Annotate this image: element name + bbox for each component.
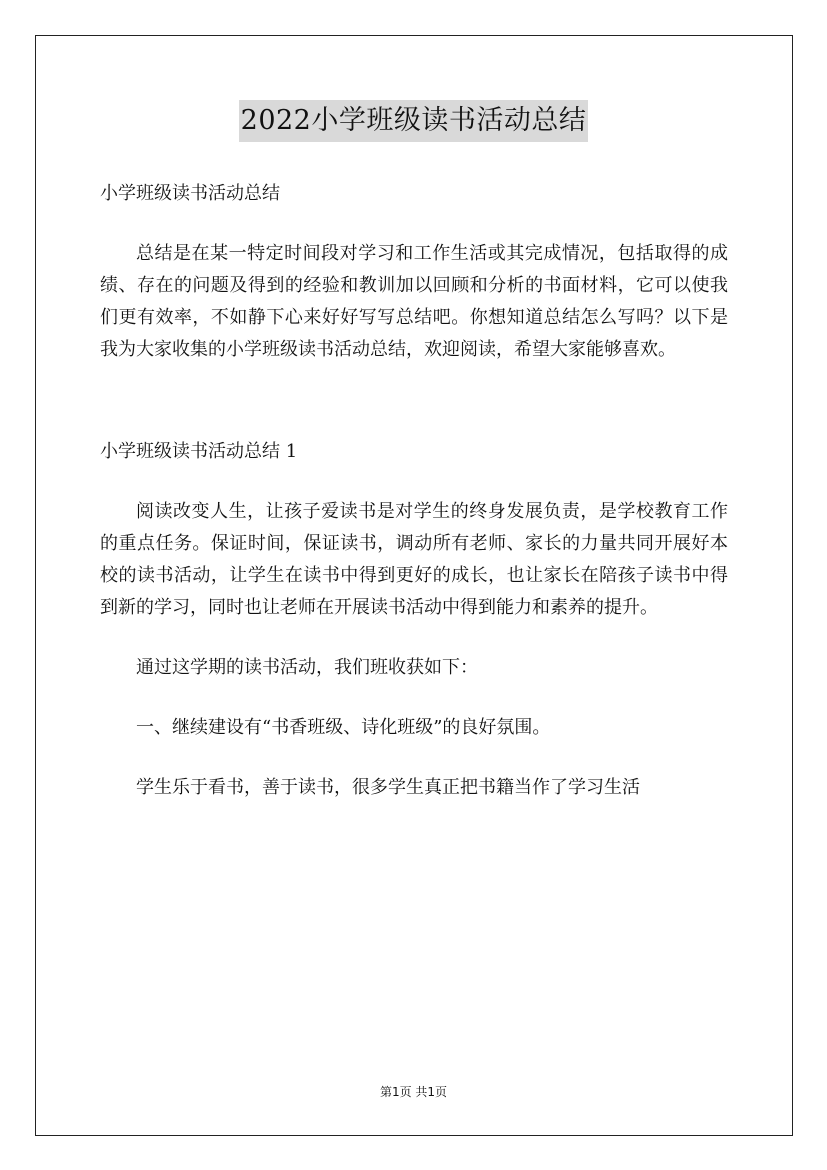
spacer: [100, 366, 728, 436]
spacer: [100, 210, 728, 238]
document-title: 2022小学班级读书活动总结: [239, 100, 589, 142]
paragraph-1: 阅读改变人生，让孩子爱读书是对学生的终身发展负责，是学校教育工作的重点任务。保证时间，保证读书，调动所有老师、家长的力量共同开展好本校的读书活动，让学生在读书中得到更好的成长，也让家长在陪孩子读书中得到新的学习，同时也让老师在开展读书活动中得到能力和素养的提升。: [100, 501, 728, 618]
intro-paragraph: 总结是在某一特定时间段对学习和工作生活或其完成情况，包括取得的成绩、存在的问题及得到的经验和教训加以回顾和分析的书面材料，它可以使我们更有效率，不如静下心来好好写写总结吧。你想知道总结怎么写吗？以下是我为大家收集的小学班级读书活动总结，欢迎阅读，希望大家能够喜欢。: [100, 243, 728, 360]
page-footer: 第1页 共1页: [379, 1085, 448, 1099]
paragraph-2: 通过这学期的读书活动，我们班收获如下：: [136, 657, 478, 678]
section-heading-1: 小学班级读书活动总结 1: [100, 441, 298, 462]
spacer: [100, 684, 728, 712]
spacer: [100, 624, 728, 652]
document-body: [100, 178, 728, 804]
section-heading-intro: 小学班级读书活动总结: [100, 183, 280, 204]
spacer: [100, 744, 728, 772]
title-container: [0, 100, 827, 142]
paragraph-4: 学生乐于看书，善于读书，很多学生真正把书籍当作了学习生活: [136, 777, 640, 798]
spacer: [100, 468, 728, 496]
paragraph-3: 一、继续建设有“书香班级、诗化班级”的良好氛围。: [136, 717, 551, 738]
